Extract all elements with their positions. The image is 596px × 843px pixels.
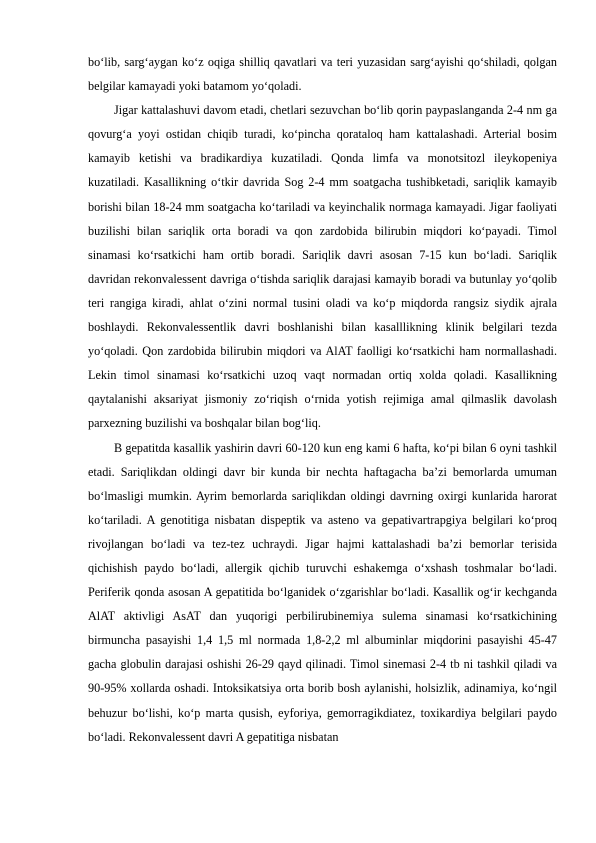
paragraph-jigar-kattalashuvi: Jigar kattalashuvi davom etadi, chetlari sezuvchan bo‘lib qorin paypaslanganda 2-4 nm ga qovurg‘a yoyi ostidan chiqib turadi, ko‘pincha qorataloq ham kattalashadi. Arterial bosim kamayib ketishi va bradikardiya kuzatiladi. Qonda limfa va monotsitozl ileykopeniya kuzatiladi. Kasallikning o‘tkir davrida Sog 2-4 mm soatgacha tushibketadi, sariqlik kamayib borishi bilan 18-24 mm soatgacha ko‘tariladi va keyinchalik normaga kamayadi. Jigar faoliyati buzilishi bilan sariqlik orta boradi va qon zardobida bilirubin miqdori ko‘payadi. Timol sinamasi ko‘rsatkichi ham ortib boradi. Sariqlik davri asosan 7-15 kun bo‘ladi. Sariqlik davridan rekonvalessent davriga o‘tishda sariqlik darajasi kamayib boradi va butunlay yo‘qolib teri rangiga kiradi, ahlat o‘zini normal tusini oladi va ko‘p miqdorda rangsiz siydik ajrala boshlaydi. Rekonvalessentlik davri boshlanishi bilan kasalllikning klinik belgilari tezda yo‘qoladi. Qon zardobida bilirubin miqdori va AlAT faolligi ko‘rsatkichi ham normallashadi. Lekin timol sinamasi ko‘rsatkichi uzoq vaqt normadan ortiq xolda qoladi. Kasallikning qaytalanishi aksariyat jismoniy zo‘riqish o‘rnida yotish rejimiga amal qilmaslik davolash parxezning buzilishi va boshqalar bilan bog‘liq. <box>88 103 557 431</box>
paragraph-continuation: bo‘lib, sarg‘aygan ko‘z oqiga shilliq qavatlari va teri yuzasidan sarg‘ayishi qo‘shiladi, qolgan belgilar kamayadi yoki batamom yo‘qoladi. <box>88 55 557 94</box>
document-page <box>88 50 557 749</box>
paragraph-b-gepatit: B gepatitda kasallik yashirin davri 60-120 kun eng kami 6 hafta, ko‘pi bilan 6 oyni tashkil etadi. Sariqlikdan oldingi davr bir kunda bir nechta haftagacha ba’zi bemorlarda umuman bo‘lmasligi mumkin. Ayrim bemorlarda sariqlikdan oldingi davrning oxirgi kunlarida harorat ko‘tariladi. A genotitiga nisbatan dispeptik va asteno va gepativartrapgiya belgilari ko‘proq rivojlangan bo‘ladi va tez-tez uchraydi. Jigar hajmi kattalashadi ba’zi bemorlar terisida qichishish paydo bo‘ladi, allergik qichib turuvchi eshakemga o‘xshash toshmalar bo‘ladi. Periferik qonda asosan A gepatitida bo‘lganidek o‘zgarishlar bo‘ladi. Kasallik og‘ir kechganda AlAT aktivligi AsAT dan yuqorigi perbilirubinemiya sulema sinamasi ko‘rsatkichining birmuncha pasayishi 1,4 1,5 ml normada 1,8-2,2 ml albuminlar miqdorini pasayishi 45-47 gacha globulin darajasi oshishi 26-29 qayd qilinadi. Timol sinemasi 2-4 tb ni tashkil qiladi va 90-95% xollarda oshadi. Intoksikatsiya orta borib bosh aylanishi, holsizlik, adinamiya, ko‘ngil behuzur bo‘lishi, ko‘p marta qusish, eyforiya, gemorragikdiatez, toxikardiya belgilari paydo bo‘ladi. Rekonvalessent davri A gepatitiga nisbatan <box>88 440 557 744</box>
